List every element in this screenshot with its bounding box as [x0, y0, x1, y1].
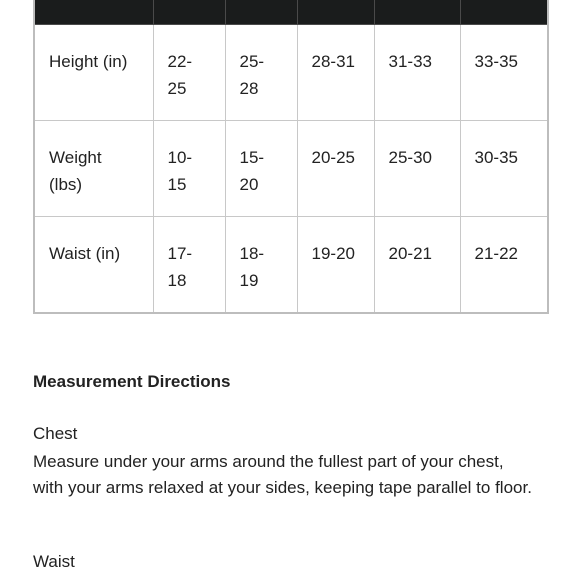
- table-cell: 20-25: [297, 121, 374, 217]
- header-cell: [34, 0, 153, 25]
- header-row: [34, 0, 548, 25]
- table-row-weight: [34, 121, 548, 217]
- table-cell: 18- 19: [225, 217, 297, 313]
- table-cell: 25-30: [374, 121, 460, 217]
- row-label-waist: Waist (in): [34, 217, 153, 313]
- header-cell: [153, 0, 225, 25]
- header-cell: [374, 0, 460, 25]
- table-cell: 31-33: [374, 25, 460, 121]
- table-cell: 15- 20: [225, 121, 297, 217]
- table-cell: 21-22: [460, 217, 548, 313]
- table-row-height: [34, 25, 548, 121]
- table-cell: 22- 25: [153, 25, 225, 121]
- header-cell: [225, 0, 297, 25]
- size-chart-header: [34, 0, 548, 25]
- chest-title: Chest: [33, 424, 78, 443]
- table-cell: 19-20: [297, 217, 374, 313]
- measurement-directions-heading: Measurement Directions: [33, 372, 231, 391]
- table-cell: 28-31: [297, 25, 374, 121]
- header-cell: [297, 0, 374, 25]
- table-cell: 33-35: [460, 25, 548, 121]
- table-row-waist: [34, 217, 548, 313]
- table-cell: 20-21: [374, 217, 460, 313]
- table-cell: 30-35: [460, 121, 548, 217]
- header-cell: [460, 0, 548, 25]
- table-cell: 10- 15: [153, 121, 225, 217]
- size-chart-table: [33, 0, 549, 314]
- table-cell: 17- 18: [153, 217, 225, 313]
- row-label-weight: Weight (lbs): [34, 121, 153, 217]
- chest-instructions: Measure under your arms around the fullest part of your chest, with your arms relaxed at your sides, keeping tape parallel to floor.: [33, 452, 532, 497]
- waist-title: Waist: [33, 552, 75, 571]
- table-cell: 25- 28: [225, 25, 297, 121]
- row-label-height: Height (in): [34, 25, 153, 121]
